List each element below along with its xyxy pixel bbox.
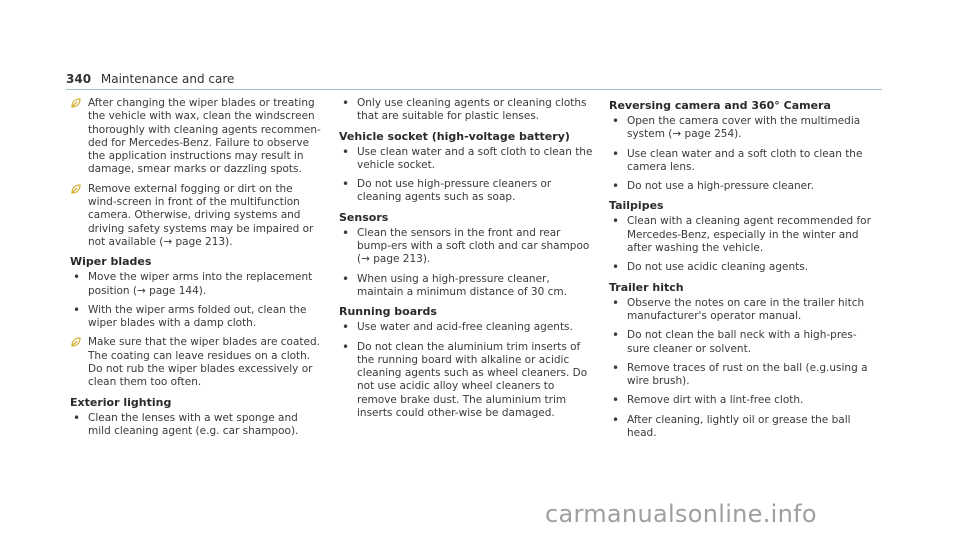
list-item-text: Remove dirt with a lint-free cloth. — [627, 394, 804, 407]
vehicle-socket-heading: Vehicle socket (high-voltage battery) — [339, 129, 570, 143]
list-item — [609, 414, 873, 441]
list-item-text: Do not clean the aluminium trim inserts of the running board with alkaline or acidic cleaning agents such as wheel cleaners. Do not use acidic alloy wheel cleaners to remove brake dust. The aluminium trim inserts could other-wise be damaged. — [357, 340, 588, 420]
bullet: • — [612, 360, 620, 375]
list-item-text: Do not clean the ball neck with a high-pres-sure cleaner or solvent. — [627, 329, 857, 355]
list-item-text: Clean with a cleaning agent recommended for Mercedes-Benz, especially in the winter and after washing the vehicle. — [627, 215, 871, 255]
column-1 — [70, 97, 322, 444]
note-text: Make sure that the wiper blades are coated. The coating can leave residues on a cloth. Do not rub the wiper blades excessively or clean them too often. — [88, 336, 320, 389]
sensors-heading: Sensors — [339, 210, 389, 224]
list-item — [609, 394, 873, 407]
list-item-text: Only use cleaning agents or cleaning cloths that are suitable for plastic lenses. — [357, 97, 587, 123]
bullet: • — [612, 114, 620, 128]
bullet: • — [342, 339, 350, 354]
environmental-note — [70, 183, 322, 249]
list-item-text: Do not use acidic cleaning agents. — [627, 261, 809, 274]
list-item — [70, 304, 322, 331]
note-text: After changing the wiper blades or treating the vehicle with wax, clean the windscreen thoroughly with cleaning agents recommen-ded for Mercedes-Benz. Failure to observe the application instructions may result in damage, smear marks or dazzling spots. — [88, 97, 321, 176]
bullet: • — [612, 295, 620, 310]
list-item-text: Open the camera cover with the multimedia system (→ page 254). — [627, 115, 861, 141]
bullet: • — [342, 225, 350, 240]
note-text: Remove external fogging or dirt on the wind-screen in front of the multifunction camera. Otherwise, driving systems and driving safety systems may be impaired or not available (→ page 213). — [88, 182, 314, 248]
page-header — [66, 72, 234, 86]
bullet: • — [612, 393, 620, 408]
list-item — [609, 261, 873, 274]
reversing-camera-heading: Reversing camera and 360° Camera — [609, 99, 831, 112]
bullet: • — [612, 179, 620, 194]
list-item-text: Use clean water and a soft cloth to clean the camera lens. — [627, 147, 863, 173]
page-number: 340 — [66, 72, 92, 86]
bullet: • — [73, 410, 81, 425]
list-item — [609, 297, 873, 324]
list-item-text: Use water and acid-free cleaning agents. — [357, 321, 573, 334]
list-item-text: Clean the lenses with a wet sponge and mild cleaning agent (e.g. car shampoo). — [88, 411, 299, 437]
trailer-hitch-heading: Trailer hitch — [609, 280, 684, 294]
bullet: • — [73, 270, 81, 285]
section-title: Maintenance and care — [100, 72, 235, 86]
list-item — [609, 148, 873, 175]
leaf-icon — [70, 183, 82, 199]
list-item-text: Clean the sensors in the front and rear bump-ers with a soft cloth and car shampoo (→ page 213). — [357, 226, 590, 266]
list-item-text: Use clean water and a soft cloth to clean the vehicle socket. — [357, 145, 593, 171]
list-item — [339, 178, 597, 205]
bullet: • — [342, 320, 350, 335]
list-item — [70, 271, 322, 298]
header-rule — [66, 89, 882, 90]
environmental-note — [70, 97, 322, 177]
bullet: • — [612, 146, 620, 161]
bullet: • — [612, 328, 620, 343]
list-item — [70, 412, 322, 439]
list-item — [339, 227, 597, 267]
leaf-icon — [70, 336, 82, 352]
bullet: • — [342, 144, 350, 159]
list-item — [609, 180, 873, 193]
bullet: • — [342, 177, 350, 192]
list-item — [339, 97, 597, 124]
exterior-lighting-heading: Exterior lighting — [70, 395, 172, 409]
list-item-text: With the wiper arms folded out, clean the wiper blades with a damp cloth. — [88, 303, 307, 330]
list-item-text: When using a high-pressure cleaner, maintain a minimum distance of 30 cm. — [357, 272, 567, 298]
environmental-note — [70, 336, 322, 389]
wiper-blades-heading: Wiper blades — [70, 255, 152, 269]
bullet: • — [612, 260, 620, 275]
bullet: • — [612, 412, 620, 427]
tailpipes-heading: Tailpipes — [609, 199, 664, 213]
running-boards-heading: Running boards — [339, 305, 437, 319]
list-item-text: Do not use a high-pressure cleaner. — [627, 180, 814, 193]
bullet: • — [342, 271, 350, 286]
list-item-text: After cleaning, lightly oil or grease the ball head. — [627, 413, 851, 440]
list-item-text: Remove traces of rust on the ball (e.g.using a wire brush). — [627, 361, 868, 388]
column-3 — [609, 97, 873, 446]
list-item — [339, 341, 597, 421]
list-item — [609, 329, 873, 356]
list-item — [339, 146, 597, 173]
list-item — [609, 362, 873, 389]
list-item — [609, 115, 873, 142]
bullet: • — [342, 96, 350, 110]
list-item-text: Move the wiper arms into the replacement position (→ page 144). — [88, 271, 313, 297]
watermark: carmanualsonline.info — [545, 500, 817, 528]
list-item-text: Do not use high-pressure cleaners or cleaning agents such as soap. — [357, 178, 552, 204]
bullet: • — [73, 302, 81, 317]
leaf-icon — [70, 97, 82, 113]
column-2 — [339, 97, 597, 426]
list-item — [609, 215, 873, 255]
list-item — [339, 321, 597, 334]
list-item-text: Observe the notes on care in the trailer hitch manufacturer's operator manual. — [627, 296, 865, 322]
list-item — [339, 273, 597, 300]
bullet: • — [612, 214, 620, 229]
